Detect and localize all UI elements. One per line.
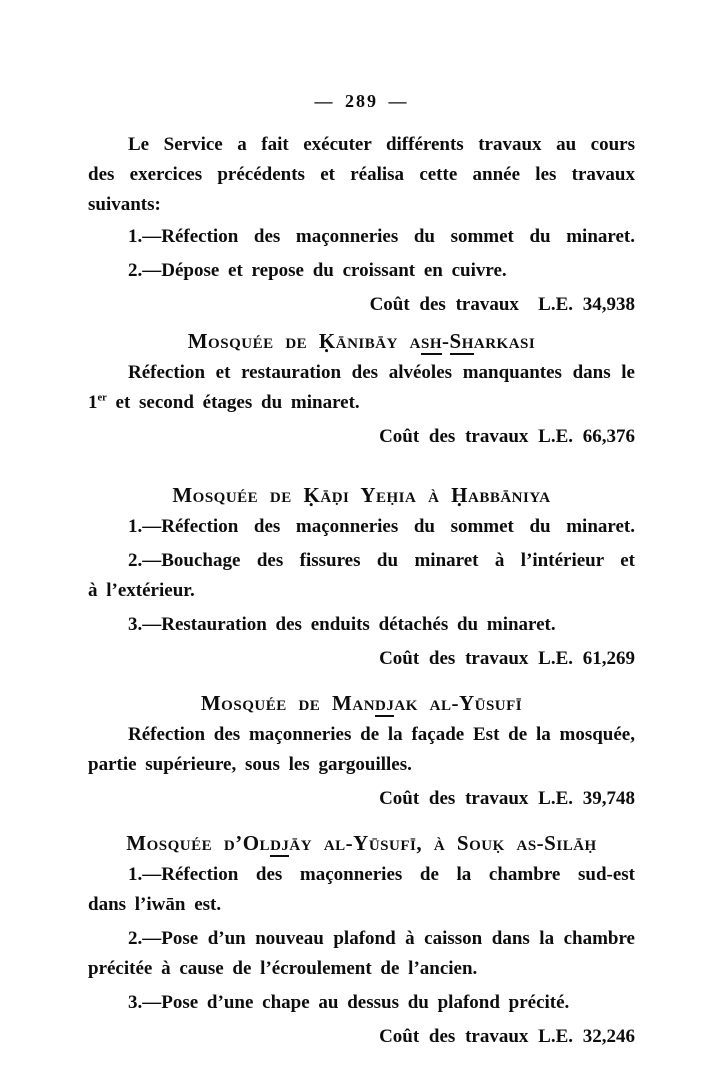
section-heading-oldjay (88, 828, 635, 858)
work-item: 2.—Bouchage des fissures du minaret à l’intérieur et (128, 550, 635, 571)
text-segment: - (442, 329, 450, 353)
cost-line: Coût des travaux L.E. 34,938 (369, 294, 635, 315)
superscript-text: er (97, 392, 107, 404)
work-item: 2.—Pose d’un nouveau plafond à caisson dans la chambre (128, 928, 635, 949)
cost-line: Coût des travaux L.E. 66,376 (379, 426, 635, 447)
underlined-digraph: Sh (449, 329, 474, 353)
cost-line: Coût des travaux L.E. 61,269 (379, 648, 635, 669)
section-heading-kadi-yehia: Mosquée de Ḳāḍi Yeḥia à Ḥabbāniya (172, 483, 551, 507)
text-segment: ak al-Yūsufī (394, 691, 523, 715)
text-block (88, 0, 635, 1052)
work-item: 3.—Restauration des enduits détachés du minaret. (128, 614, 556, 635)
work-item: 1.—Réfection des maçonneries du sommet du minaret. (128, 226, 635, 247)
intro-line-2: des exercices précédents et réalisa cette année les travaux (88, 164, 635, 185)
cost-line: Coût des travaux L.E. 32,246 (379, 1026, 635, 1047)
text-segment: āy al-Yūsufī, à Souḳ as-Silāḥ (289, 831, 597, 855)
work-item-continuation: à l’extérieur. (88, 580, 195, 601)
work-item: 2.—Dépose et repose du croissant en cuivre. (128, 260, 507, 281)
paragraph-line: partie supérieure, sous les gargouilles. (88, 754, 412, 775)
paragraph-line: Réfection et restauration des alvéoles manquantes dans le (128, 362, 635, 383)
work-item-continuation: dans l’iwān est. (88, 894, 222, 915)
text-segment: Mosquée de Man (200, 691, 376, 715)
intro-line-3: suivants: (88, 194, 161, 215)
intro-line-1: Le Service a fait exécuter différents travaux au cours (128, 134, 635, 155)
work-item: 1.—Réfection des maçonneries du sommet du minaret. (128, 516, 635, 537)
work-item: 1.—Réfection des maçonneries de la chambre sud-est (128, 864, 635, 885)
paragraph-line (88, 388, 635, 418)
section-heading-kanibay (88, 326, 635, 356)
section-heading-mandjak (88, 688, 635, 718)
cost-line: Coût des travaux L.E. 39,748 (379, 788, 635, 809)
paragraph-line: Réfection des maçonneries de la façade Est de la mosquée, (128, 724, 635, 745)
text-segment: Mosquée d’Ol (126, 831, 271, 855)
text-segment: 1 (88, 392, 98, 413)
text-segment: Mosquée de Ḳānibāy a (187, 329, 422, 353)
work-item: 3.—Pose d’une chape au dessus du plafond précité. (128, 992, 570, 1013)
text-segment: et second étages du minaret. (106, 392, 360, 413)
page-number: — 289 — (314, 91, 409, 111)
underlined-digraph: dj (270, 831, 290, 855)
underlined-digraph: dj (375, 691, 395, 715)
text-segment: arkasi (473, 329, 536, 353)
work-item-continuation: précitée à cause de l’écroulement de l’ancien. (88, 958, 478, 979)
underlined-digraph: sh (421, 329, 443, 353)
